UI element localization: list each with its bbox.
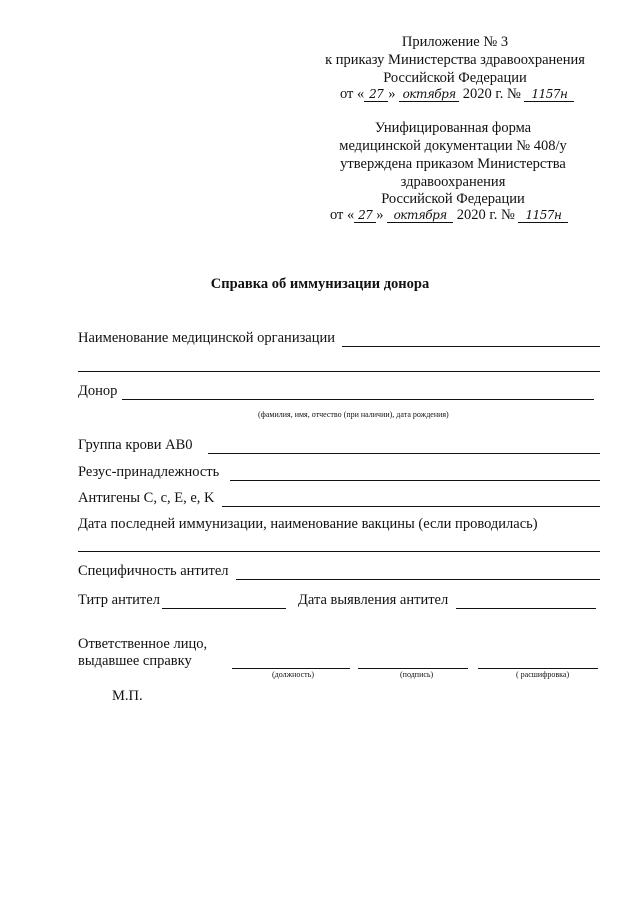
form-line4: здравоохранения bbox=[400, 174, 506, 190]
signature-label-line2: выдавшее справку bbox=[78, 653, 192, 669]
annex-line3: Российской Федерации bbox=[383, 70, 527, 86]
form-date-year: 2020 г. № bbox=[456, 207, 515, 223]
form-date-mid: » bbox=[376, 207, 384, 223]
rh-field[interactable] bbox=[230, 480, 600, 481]
antigens-field[interactable] bbox=[222, 506, 600, 507]
donor-label: Донор bbox=[78, 383, 118, 399]
date-month: октября bbox=[399, 87, 459, 102]
organization-field[interactable] bbox=[342, 346, 600, 347]
form-order-number: 1157н bbox=[518, 208, 568, 223]
form-line3: утверждена приказом Министерства bbox=[340, 156, 566, 172]
annex-date-line bbox=[340, 86, 574, 103]
decoding-hint: ( расшифровка) bbox=[516, 670, 570, 679]
organization-field-line2[interactable] bbox=[78, 371, 600, 372]
annex-title: Приложение № 3 bbox=[401, 34, 509, 50]
decoding-field[interactable] bbox=[478, 668, 598, 669]
sign-hint: (подпись) bbox=[400, 670, 434, 679]
position-field[interactable] bbox=[232, 668, 350, 669]
date-prefix: от « bbox=[340, 86, 365, 102]
form-line2: медицинской документации № 408/у bbox=[339, 138, 567, 154]
antibody-date-field[interactable] bbox=[456, 608, 596, 609]
antibody-specificity-label: Специфичность антител bbox=[78, 563, 229, 579]
signature-label-line1: Ответственное лицо, bbox=[78, 636, 208, 652]
blood-group-field[interactable] bbox=[208, 453, 600, 454]
rh-label: Резус-принадлежность bbox=[78, 464, 220, 480]
date-mid: » bbox=[388, 86, 396, 102]
antigens-label: Антигены C, c, E, e, K bbox=[78, 490, 215, 506]
date-day: 27 bbox=[364, 87, 388, 102]
order-number: 1157н bbox=[524, 87, 574, 102]
antibody-titer-field[interactable] bbox=[162, 608, 286, 609]
form-line1: Унифицированная форма bbox=[374, 120, 532, 136]
blood-group-label: Группа крови АВ0 bbox=[78, 437, 193, 453]
form-date-line bbox=[330, 207, 568, 224]
stamp-place: М.П. bbox=[112, 688, 143, 704]
form-date-day: 27 bbox=[354, 208, 376, 223]
date-year: 2020 г. № bbox=[462, 86, 521, 102]
form-line5: Российской Федерации bbox=[381, 191, 525, 207]
antibody-titer-label: Титр антител bbox=[78, 592, 160, 608]
document-title: Справка об иммунизации донора bbox=[210, 276, 430, 292]
last-immunization-field[interactable] bbox=[78, 551, 600, 552]
last-immunization-label: Дата последней иммунизации, наименование вакцины (если проводилась) bbox=[78, 516, 538, 532]
organization-label: Наименование медицинской организации bbox=[78, 330, 336, 346]
form-date-prefix: от « bbox=[330, 207, 355, 223]
antibody-date-label: Дата выявления антител bbox=[298, 592, 449, 608]
sign-field[interactable] bbox=[358, 668, 468, 669]
position-hint: (должность) bbox=[272, 670, 314, 679]
annex-line2: к приказу Министерства здравоохранения bbox=[325, 52, 585, 68]
form-date-month: октября bbox=[387, 208, 453, 223]
antibody-specificity-field[interactable] bbox=[236, 579, 600, 580]
donor-hint: (фамилия, имя, отчество (при наличии), дата рождения) bbox=[258, 410, 449, 419]
donor-field[interactable] bbox=[122, 399, 594, 400]
